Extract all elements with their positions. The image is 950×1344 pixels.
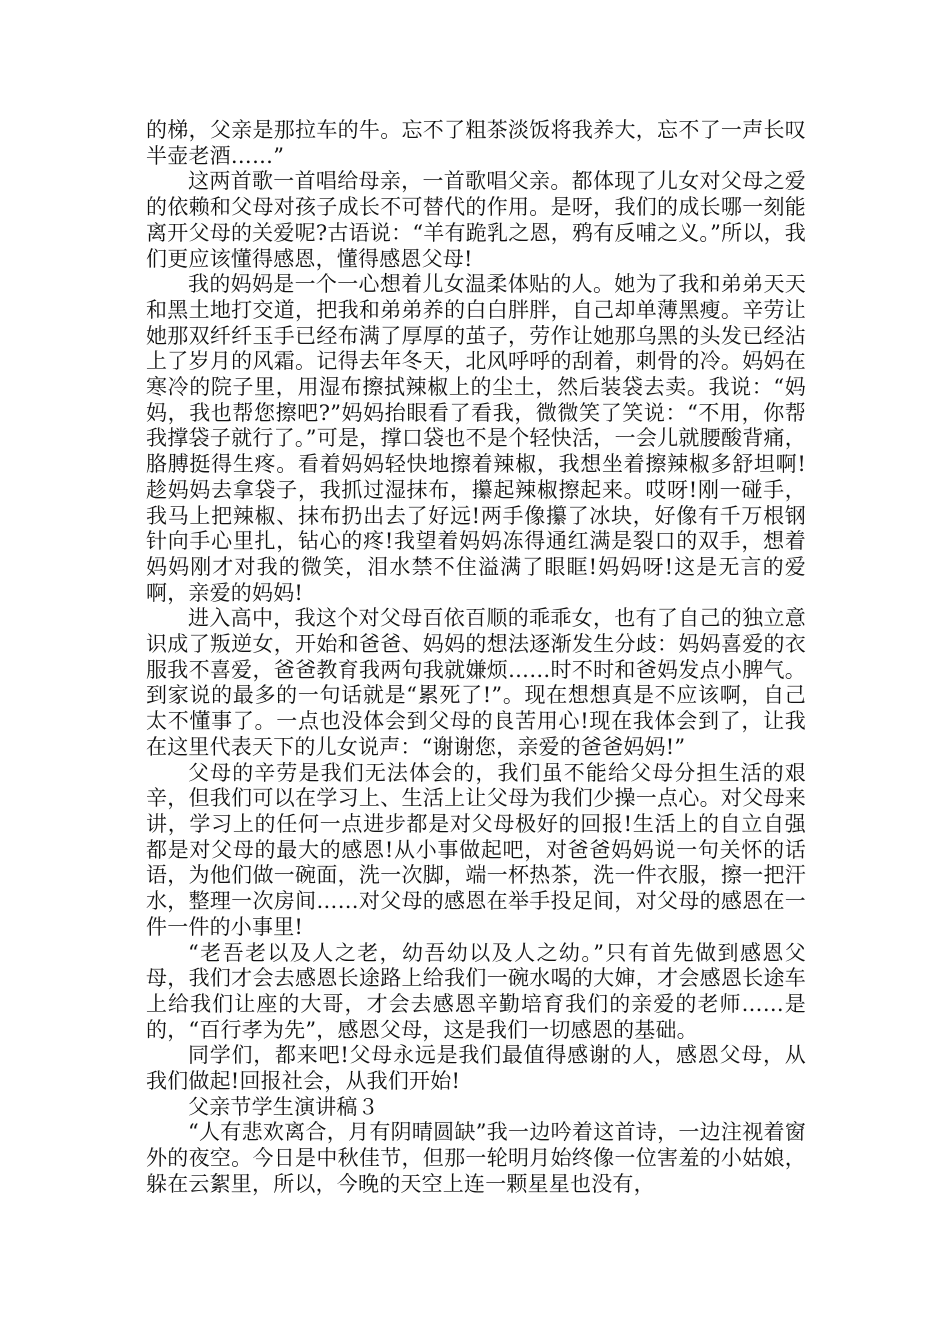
paragraph-filial-piety: “老吾老以及人之老，幼吾幼以及人之幼。”只有首先做到感恩父母，我们才会去感恩长途路上给我们一碗水喝的大婶，才会感恩长途车上给我们让座的大哥，才会去感恩辛勤培育我们的亲爱的老师……是的，“百行孝为先”，感恩父母，这是我们一切感恩的基础。 <box>146 940 806 1042</box>
paragraph-two-songs: 这两首歌一首唱给母亲，一首歌唱父亲。都体现了儿女对父母之爱的依赖和父母对孩子成长不可替代的作用。是呀，我们的成长哪一刻能离开父母的关爱呢?古语说：“羊有跪乳之恩，鸦有反哺之义。”所以，我们更应该懂得感恩，懂得感恩父母! <box>146 169 806 271</box>
paragraph-mid-autumn: “人有悲欢离合，月有阴晴圆缺”我一边吟着这首诗，一边注视着窗外的夜空。今日是中秋佳节，但那一轮明月始终像一位害羞的小姑娘，躲在云絮里，所以，今晚的天空上连一颗星星也没有， <box>146 1120 806 1196</box>
paragraph-call-to-action: 同学们，都来吧!父母永远是我们最值得感谢的人，感恩父母，从我们做起!回报社会，从我们开始! <box>146 1043 806 1094</box>
paragraph-my-mother: 我的妈妈是一个一心想着儿女温柔体贴的人。她为了我和弟弟天天和黑土地打交道，把我和弟弟养的白白胖胖，自己却单薄黑瘦。辛劳让她那双纤纤玉手已经布满了厚厚的茧子，劳作让她那乌黑的头发已经沾上了岁月的风霜。记得去年冬天，北风呼呼的刮着，刺骨的冷。妈妈在寒冷的院子里，用湿布擦拭辣椒上的尘土，然后装袋去卖。我说：“妈妈，我也帮您擦吧?”妈妈抬眼看了看我，微微笑了笑说：“不用，你帮我撑袋子就行了。”可是，撑口袋也不是个轻快活，一会儿就腰酸背痛，胳膊挺得生疼。看着妈妈轻快地擦着辣椒，我想坐着擦辣椒多舒坦啊!趁妈妈去拿袋子，我抓过湿抹布，攥起辣椒擦起来。哎呀!刚一碰手，我马上把辣椒、抹布扔出去了好远!两手像攥了冰块，好像有千万根钢针向手心里扎，钻心的疼!我望着妈妈冻得通红满是裂口的双手，想着妈妈刚才对我的微笑，泪水禁不住溢满了眼眶!妈妈呀!这是无言的爱啊，亲爱的妈妈! <box>146 272 806 605</box>
paragraph-high-school: 进入高中，我这个对父母百依百顺的乖乖女，也有了自己的独立意识成了叛逆女，开始和爸爸、妈妈的想法逐渐发生分歧：妈妈喜爱的衣服我不喜爱，爸爸教育我两句我就嫌烦……时不时和爸妈发点小脾气。到家说的最多的一句话就是“累死了!”。现在想想真是不应该啊，自己太不懂事了。一点也没体会到父母的良苦用心!现在我体会到了，让我在这里代表天下的儿女说声：“谢谢您，亲爱的爸爸妈妈!” <box>146 606 806 759</box>
paragraph-song-ending: 的梯，父亲是那拉车的牛。忘不了粗茶淡饭将我养大，忘不了一声长叹半壶老酒……” <box>146 118 806 168</box>
section-title: 父亲节学生演讲稿３ <box>188 1094 379 1119</box>
paragraph-parents-toil: 父母的辛劳是我们无法体会的，我们虽不能给父母分担生活的艰辛，但我们可以在学习上、生活上让父母为我们少操一点心。对父母来讲，学习上的任何一点进步都是对父母极好的回报!生活上的自立自强都是对父母的最大的感恩!从小事做起吧，对爸爸妈妈说一句关怀的话语，为他们做一碗面，洗一次脚，端一杯热茶，洗一件衣服，擦一把汗水，整理一次房间……对父母的感恩在举手投足间，对父母的感恩在一件一件的小事里! <box>146 760 806 939</box>
document-body <box>146 118 806 1198</box>
